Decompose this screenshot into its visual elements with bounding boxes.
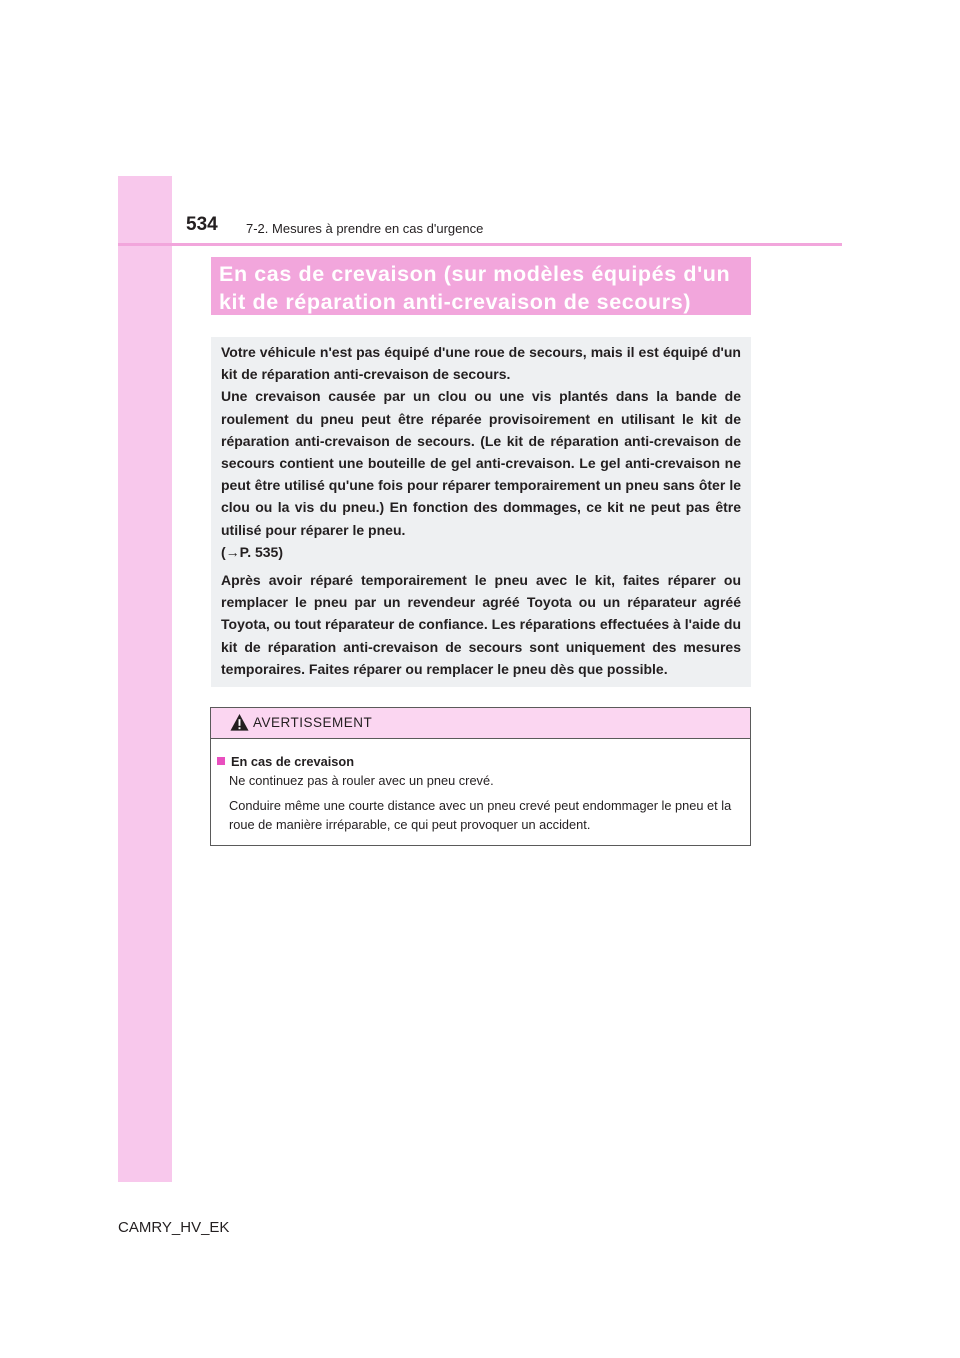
page-title [219, 260, 749, 316]
header-rule [118, 243, 842, 246]
warning-box [210, 707, 751, 846]
warning-header [211, 708, 750, 739]
page-number: 534 [186, 214, 218, 235]
title-line-1: En cas de crevaison (sur modèles équipés d'un [219, 262, 731, 286]
square-bullet-icon [217, 757, 225, 765]
side-color-band [118, 176, 172, 1182]
intro-text [221, 341, 741, 680]
section-title: 7-2. Mesures à prendre en cas d'urgence [246, 221, 484, 236]
title-banner [211, 257, 751, 315]
warning-body [217, 752, 742, 834]
title-line-2: kit de réparation anti-crevaison de secours) [219, 290, 692, 314]
warning-item [217, 752, 742, 771]
intro-paragraph-3: Après avoir réparé temporairement le pneu avec le kit, faites réparer ou remplacer le pneu par un revendeur agréé Toyota ou un réparateur agréé Toyota, ou tout réparateur de confiance. Les réparations effectuées à l'aide du kit de réparation anti-crevaison de secours sont uniquement des mesures temporaires. Faites réparer ou remplacer le pneu dès que possible. [221, 572, 741, 677]
warning-line-1: Ne continuez pas à rouler avec un pneu crevé. [229, 773, 494, 788]
page-reference: (→P. 535) [221, 543, 283, 560]
warning-title: AVERTISSEMENT [253, 715, 373, 730]
intro-box [211, 337, 751, 687]
warning-line-2: Conduire même une courte distance avec un pneu crevé peut endommager le pneu et la roue de manière irréparable, ce qui peut provoquer un accident. [229, 798, 732, 832]
footer-code: CAMRY_HV_EK [118, 1219, 230, 1236]
intro-paragraph-1: Votre véhicule n'est pas équipé d'une roue de secours, mais il est équipé d'un kit de réparation anti-crevaison de secours. [221, 344, 741, 383]
warning-triangle-icon [230, 713, 249, 732]
intro-paragraph-2: Une crevaison causée par un clou ou une vis plantés dans la bande de roulement du pneu peut être réparée provisoirement en utilisant le kit de réparation anti-crevaison de secours. (Le kit de réparation anti-crevaison de secours contient une bouteille de gel anti-crevaison. Le gel anti-crevaison ne peut être utilisé qu'une fois pour réparer temporairement un pneu sans ôter le clou ou la vis du pneu.) En fonction des dommages, ce kit ne peut pas être utilisé pour réparer le pneu. [221, 388, 741, 538]
warning-item-title: En cas de crevaison [231, 754, 355, 769]
